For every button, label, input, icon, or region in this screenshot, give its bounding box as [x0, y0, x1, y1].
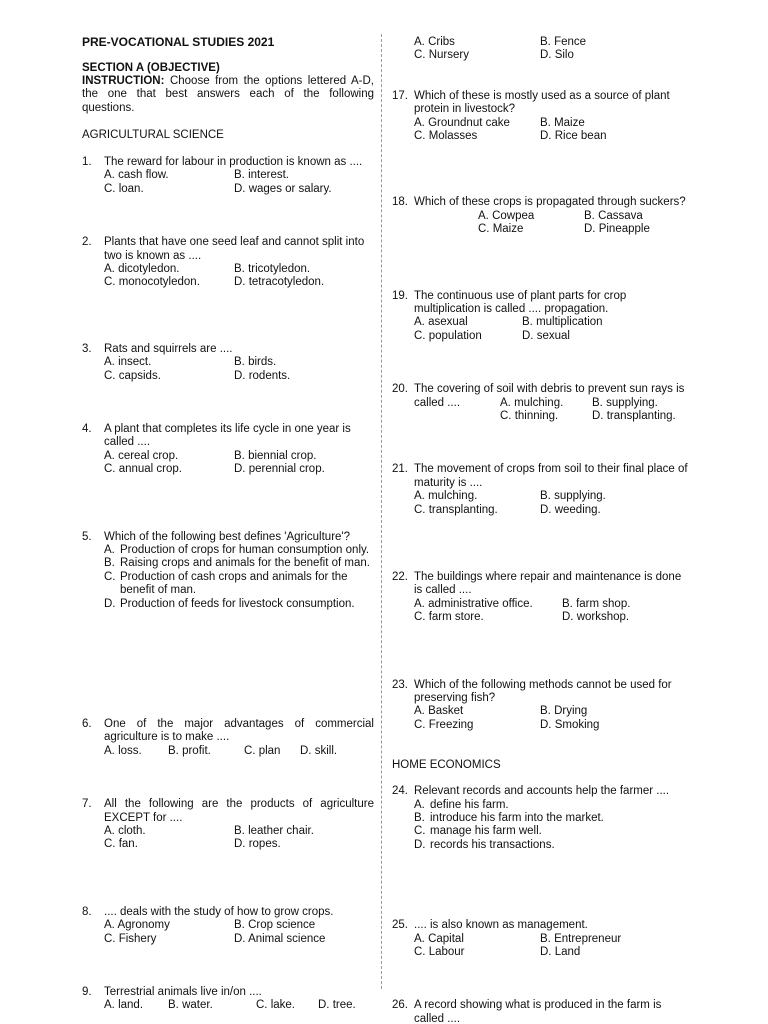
options-row: [414, 946, 688, 959]
question-stem: A record showing what is produced in the farm is called ....: [414, 999, 662, 1024]
question-stem: Which of the following best defines 'Agriculture'?: [104, 530, 351, 543]
option-a[interactable]: A. land.: [104, 999, 144, 1012]
instruction-label: INSTRUCTION:: [82, 75, 165, 87]
instruction: [82, 75, 374, 115]
question-number: 1.: [82, 156, 92, 168]
question-stem: The movement of crops from soil to their final place of maturity is ....: [414, 463, 688, 489]
option-c[interactable]: C. monocotyledon.: [104, 276, 200, 289]
question-stem: The covering of soil with debris to prevent sun rays is called ....: [414, 383, 685, 409]
question-number: 7.: [82, 798, 92, 811]
question-3: [82, 343, 374, 383]
options-row: [414, 117, 688, 130]
question-stem: All the following are the products of agriculture EXCEPT for ....: [104, 798, 374, 824]
option-a[interactable]: A. define his farm.: [414, 798, 509, 811]
option-d[interactable]: D. perennial crop.: [234, 463, 325, 476]
option-b[interactable]: B. Fence: [540, 36, 587, 48]
question-number: 25.: [392, 919, 408, 932]
question-stem: A plant that completes its life cycle in one year is called ....: [104, 422, 351, 449]
question-stem: The buildings where repair and maintenance is done is called ....: [414, 570, 682, 597]
option-d[interactable]: D. wages or salary.: [234, 182, 332, 195]
option-c[interactable]: C. annual crop.: [104, 463, 182, 476]
option-c[interactable]: C. Labour: [414, 945, 465, 958]
options-row: [104, 183, 374, 196]
option-c[interactable]: C. farm store.: [414, 611, 484, 624]
question-8: [82, 906, 374, 946]
question-number: 9.: [82, 985, 92, 998]
option-c[interactable]: C. manage his farm well.: [414, 825, 542, 838]
option-d[interactable]: D. Rice bean: [540, 129, 607, 142]
option-d[interactable]: D. tree.: [318, 999, 356, 1012]
question-stem: The reward for labour in production is known as ....: [104, 156, 363, 168]
option-c[interactable]: C. population: [414, 329, 482, 342]
option-d[interactable]: D. records his transactions.: [414, 838, 555, 851]
question-number: 18.: [392, 196, 408, 209]
option-c[interactable]: C. capsids.: [104, 369, 161, 382]
option-b[interactable]: B. Entrepreneur: [540, 932, 622, 945]
options-list: [104, 544, 374, 611]
option-b[interactable]: B. water.: [168, 999, 213, 1012]
question-7: [82, 798, 374, 852]
option-d[interactable]: D. Pineapple: [584, 223, 650, 236]
option-d[interactable]: D. transplanting.: [592, 409, 676, 422]
options-row: [104, 276, 374, 289]
option-c[interactable]: C. Production of cash crops and animals for the benefit of man.: [104, 570, 348, 597]
option-b[interactable]: B. biennial crop.: [234, 449, 317, 462]
options-row: [104, 370, 374, 383]
question-stem: .... deals with the study of how to grow crops.: [104, 905, 334, 918]
question-number: 19.: [392, 289, 408, 302]
option-c[interactable]: C. transplanting.: [414, 503, 498, 516]
subject-heading-agric: AGRICULTURAL SCIENCE: [82, 129, 224, 141]
question-24: [392, 785, 688, 852]
question-17: [392, 90, 688, 144]
question-number: 4.: [82, 422, 92, 435]
options-row: [104, 263, 374, 276]
options-row: [104, 999, 374, 1012]
option-d[interactable]: D. sexual: [522, 329, 570, 342]
option-b[interactable]: B. supplying.: [592, 396, 658, 409]
option-a[interactable]: A. insect.: [104, 356, 152, 369]
question-number: 3.: [82, 342, 92, 355]
option-a[interactable]: A. cash flow.: [104, 169, 169, 182]
options-row: [414, 719, 688, 732]
options-row: [104, 933, 374, 946]
option-c[interactable]: C. fan.: [104, 838, 138, 851]
option-c[interactable]: C. Nursery: [414, 49, 469, 62]
question-number: 26.: [392, 999, 408, 1012]
option-b[interactable]: B. interest.: [234, 169, 289, 182]
right-column: [392, 0, 688, 1024]
column-divider: [381, 34, 382, 989]
option-d[interactable]: D. weeding.: [540, 503, 601, 516]
option-a[interactable]: A. Basket: [414, 705, 464, 718]
option-a[interactable]: A. mulching.: [500, 396, 564, 409]
question-stem: Which of these crops is propagated through suckers?: [414, 196, 686, 209]
option-c[interactable]: C. Maize: [478, 223, 524, 236]
options-row: [414, 598, 688, 611]
question-stem: Which of these is mostly used as a source of plant protein in livestock?: [414, 89, 670, 116]
option-d[interactable]: D. Smoking: [540, 718, 600, 731]
option-b[interactable]: B. Drying: [540, 705, 588, 718]
options-row: [104, 825, 374, 838]
option-d[interactable]: D. Land: [540, 945, 581, 958]
page-title: PRE-VOCATIONAL STUDIES 2021: [82, 35, 275, 49]
options-row: [414, 49, 688, 62]
question-number: 8.: [82, 905, 92, 918]
option-d[interactable]: D. Animal science: [234, 932, 326, 945]
options-list: [414, 799, 688, 853]
question-stem: One of the major advantages of commercial agriculture is to make ....: [104, 718, 374, 744]
question-25: [392, 919, 688, 959]
question-stem: Rats and squirrels are ....: [104, 342, 233, 355]
options-row: [414, 210, 688, 223]
options-row: [414, 933, 688, 946]
option-a[interactable]: A. dicotyledon.: [104, 263, 180, 275]
options-row: [414, 611, 688, 624]
question-4: [82, 423, 374, 477]
question-stem: Which of the following methods cannot be used for preserving fish?: [414, 678, 672, 704]
option-b[interactable]: B. multiplication: [522, 316, 603, 329]
question-number: 5.: [82, 530, 92, 543]
question-19: [392, 290, 688, 344]
option-c[interactable]: C. lake.: [256, 999, 295, 1012]
option-a[interactable]: A. Groundnut cake: [414, 116, 510, 129]
option-a[interactable]: A. Cribs: [414, 36, 455, 48]
option-a[interactable]: A. asexual: [414, 316, 468, 329]
question-number: 6.: [82, 718, 92, 730]
question-number: 20.: [392, 383, 408, 396]
option-c[interactable]: C. thinning.: [500, 409, 559, 422]
option-a[interactable]: A. cloth.: [104, 825, 146, 838]
option-c[interactable]: C. Freezing: [414, 718, 474, 731]
question-26: [392, 999, 688, 1024]
options-row: [414, 130, 688, 143]
options-row: [414, 330, 688, 343]
option-d[interactable]: D. Production of feeds for livestock consumption.: [104, 597, 355, 610]
option-c[interactable]: C. loan.: [104, 182, 144, 195]
option-d[interactable]: D. workshop.: [562, 611, 630, 624]
option-a[interactable]: A. Capital: [414, 932, 464, 945]
question-9: [82, 986, 374, 1013]
options-row: [414, 504, 688, 517]
question-5: [82, 531, 374, 611]
question-6: [82, 718, 374, 758]
option-b[interactable]: B. leather chair.: [234, 825, 314, 838]
option-b[interactable]: B. profit.: [168, 744, 211, 757]
question-stem: The continuous use of plant parts for crop multiplication is called .... propagation.: [414, 289, 627, 315]
question-number: 2.: [82, 236, 92, 249]
option-b[interactable]: B. birds.: [234, 356, 277, 369]
option-a[interactable]: A. cereal crop.: [104, 449, 179, 462]
option-b[interactable]: B. supplying.: [540, 490, 606, 503]
option-b[interactable]: B. tricotyledon.: [234, 263, 311, 275]
option-b[interactable]: B. Crop science: [234, 919, 316, 932]
options-row: [414, 705, 688, 718]
options-row: [104, 919, 374, 932]
subject-heading-home-economics: HOME ECONOMICS: [392, 759, 501, 771]
option-a[interactable]: A. administrative office.: [414, 597, 533, 610]
options-row: [104, 450, 374, 463]
question-number: 22.: [392, 570, 408, 583]
option-a[interactable]: A. loss.: [104, 744, 142, 757]
option-d[interactable]: D. skill.: [300, 744, 338, 757]
question-18: [392, 196, 688, 236]
option-d[interactable]: D. tetracotyledon.: [234, 276, 325, 289]
question-23: [392, 679, 688, 733]
option-a[interactable]: A. Production of crops for human consumption only.: [104, 543, 370, 556]
options-row: [104, 463, 374, 476]
left-column: [82, 0, 374, 1012]
options-row: [414, 316, 688, 329]
option-b[interactable]: B. introduce his farm into the market.: [414, 811, 604, 824]
question-stem: Relevant records and accounts help the farmer ....: [414, 785, 670, 798]
option-a[interactable]: A. mulching.: [414, 490, 478, 503]
option-d[interactable]: D. rodents.: [234, 369, 291, 382]
question-22: [392, 571, 688, 625]
question-21: [392, 463, 688, 517]
option-c[interactable]: C. plan: [244, 744, 281, 757]
option-c[interactable]: C. Fishery: [104, 932, 157, 945]
question-stem: Plants that have one seed leaf and cannot split into two is known as ....: [104, 236, 365, 262]
question-stem: Terrestrial animals live in/on ....: [104, 985, 262, 998]
question-1: [82, 156, 374, 196]
question-20: [392, 383, 688, 423]
section-heading: SECTION A (OBJECTIVE): [82, 62, 220, 74]
question-2: [82, 236, 374, 290]
option-b[interactable]: B. Raising crops and animals for the benefit of man.: [104, 557, 370, 570]
instruction-text: Choose from the options lettered A-D, the one that best answers each of the following questions.: [82, 75, 374, 114]
option-c[interactable]: C. Molasses: [414, 129, 478, 142]
question-number: 21.: [392, 463, 408, 476]
options-row: [414, 490, 688, 503]
option-d[interactable]: D. Silo: [540, 49, 574, 62]
question-number: 24.: [392, 785, 408, 798]
option-b[interactable]: B. Cassava: [584, 209, 643, 222]
options-row: [414, 36, 688, 49]
option-a[interactable]: A. Agronomy: [104, 919, 170, 932]
option-d[interactable]: D. ropes.: [234, 838, 281, 851]
options-row: [104, 356, 374, 369]
options-row: [104, 838, 374, 851]
question-stem: .... is also known as management.: [414, 919, 588, 932]
option-b[interactable]: B. Maize: [540, 116, 585, 129]
question-16-options: [392, 36, 688, 63]
options-row: [104, 745, 374, 758]
options-row: [414, 397, 688, 410]
options-row: [414, 410, 688, 423]
options-row: [414, 223, 688, 236]
options-row: [104, 169, 374, 182]
question-number: 17.: [392, 89, 408, 102]
option-a[interactable]: A. Cowpea: [478, 209, 535, 222]
question-number: 23.: [392, 678, 408, 691]
option-b[interactable]: B. farm shop.: [562, 597, 631, 610]
